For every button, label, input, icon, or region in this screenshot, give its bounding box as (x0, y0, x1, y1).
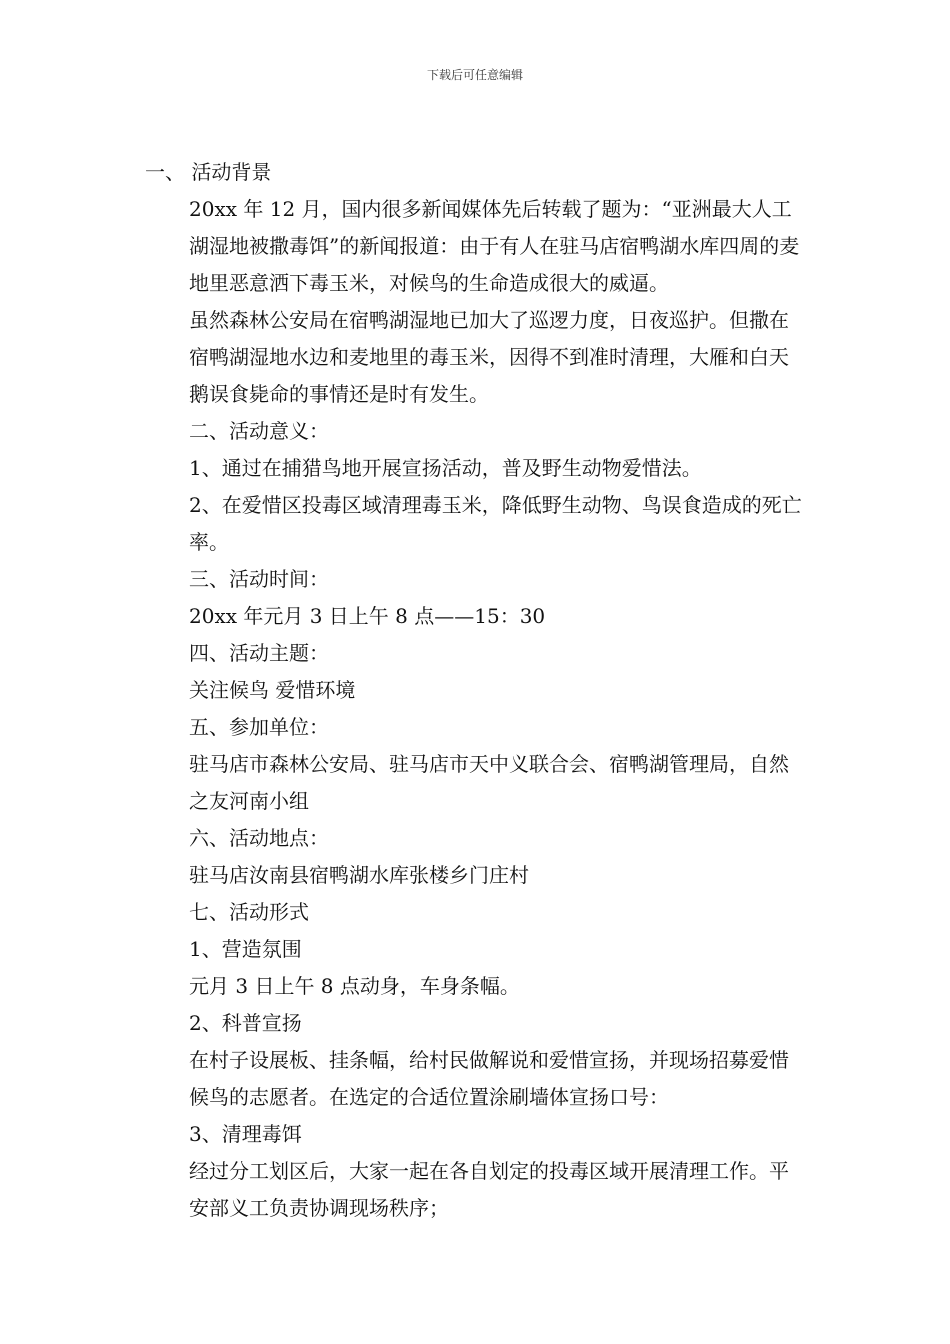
paragraph-theme: 关注候鸟 爱惜环境 (189, 678, 356, 702)
paragraph-background-news: 20xx 年 12 月，国内很多新闻媒体先后转载了题为：“亚洲最大人工湖湿地被撒毒饵”的新闻报道：由于有人在驻马店宿鸭湖水库四周的麦地里恶意洒下毒玉米，对候鸟的生命造成很大的威逼。 (189, 197, 800, 295)
section-heading-time: 三、活动时间： (189, 567, 329, 591)
paragraph-time: 20xx 年元月 3 日上午 8 点——15：30 (189, 604, 546, 628)
page-header: 下载后可任意编辑 (426, 68, 523, 82)
section-heading-participants: 五、参加单位： (189, 715, 329, 739)
section-heading-location: 六、活动地点： (189, 826, 329, 850)
subheading-cleanup: 3、清理毒饵 (189, 1122, 302, 1146)
list-item-significance-2: 2、在爱惜区投毒区域清理毒玉米，降低野生动物、鸟误食造成的死亡率。 (189, 493, 802, 554)
section-heading-background: 一、 活动背景 (145, 160, 272, 184)
paragraph-cleanup: 经过分工划区后，大家一起在各自划定的投毒区域开展清理工作。平安部义工负责协调现场秩序； (189, 1159, 789, 1220)
document-body (145, 154, 807, 1227)
section-heading-theme: 四、活动主题： (189, 641, 329, 665)
section-heading-format: 七、活动形式 (189, 900, 309, 924)
paragraph-location: 驻马店汝南县宿鸭湖水库张楼乡门庄村 (189, 863, 529, 887)
subheading-publicity: 2、科普宣扬 (189, 1011, 302, 1035)
paragraph-publicity: 在村子设展板、挂条幅，给村民做解说和爱惜宣扬，并现场招募爱惜候鸟的志愿者。在选定的合适位置涂刷墙体宣扬口号： (189, 1048, 789, 1109)
paragraph-participants: 驻马店市森林公安局、驻马店市天中义联合会、宿鸭湖管理局，自然之友河南小组 (189, 752, 789, 813)
list-item-significance-1: 1、通过在捕猎鸟地开展宣扬活动，普及野生动物爱惜法。 (189, 456, 702, 480)
paragraph-atmosphere: 元月 3 日上午 8 点动身，车身条幅。 (189, 974, 520, 998)
subheading-atmosphere: 1、营造氛围 (189, 937, 302, 961)
section-heading-significance: 二、活动意义： (189, 419, 329, 443)
paragraph-background-patrol: 虽然森林公安局在宿鸭湖湿地已加大了巡逻力度，日夜巡护。但撒在宿鸭湖湿地水边和麦地里的毒玉米，因得不到准时清理，大雁和白天鹅误食毙命的事情还是时有发生。 (189, 308, 789, 406)
